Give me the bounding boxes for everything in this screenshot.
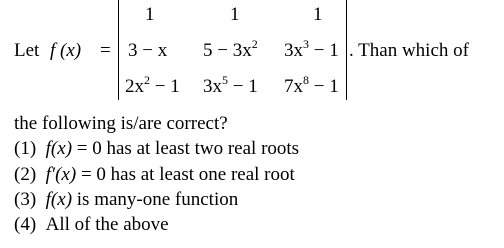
question-text-line1-end: . Than which of xyxy=(349,40,469,61)
option-4: (4) All of the above xyxy=(14,214,169,235)
matrix-r1-c3: 1 xyxy=(313,4,323,25)
question-text-line2: the following is/are correct? xyxy=(14,113,228,134)
equals-sign: = xyxy=(100,40,111,61)
matrix-r1-c2: 1 xyxy=(230,4,240,25)
matrix-r3-c2: $3x^5 - 1$ xyxy=(203,73,258,97)
matrix-r2-c3: $3x^3 - 1$ xyxy=(284,37,339,61)
matrix-r2-c1: 3 − x xyxy=(128,40,168,61)
determinant-right-bar xyxy=(346,0,347,100)
let-label: Let xyxy=(14,40,40,61)
option-2: (2) f′(x) = 0 has at least one real root xyxy=(14,164,295,185)
option-1: (1) f(x) = 0 has at least two real roots xyxy=(14,138,300,159)
matrix-r1-c1: 1 xyxy=(145,4,155,25)
function-fx: f (x) xyxy=(50,40,82,61)
matrix-r2-c2: $5 - 3x^2$ xyxy=(203,37,258,61)
option-3: (3) f(x) is many-one function xyxy=(14,189,239,210)
matrix-r3-c1: $2x^2 - 1$ xyxy=(125,73,180,97)
matrix-r3-c3: $7x^8 - 1$ xyxy=(284,73,339,97)
determinant-left-bar xyxy=(118,0,119,100)
